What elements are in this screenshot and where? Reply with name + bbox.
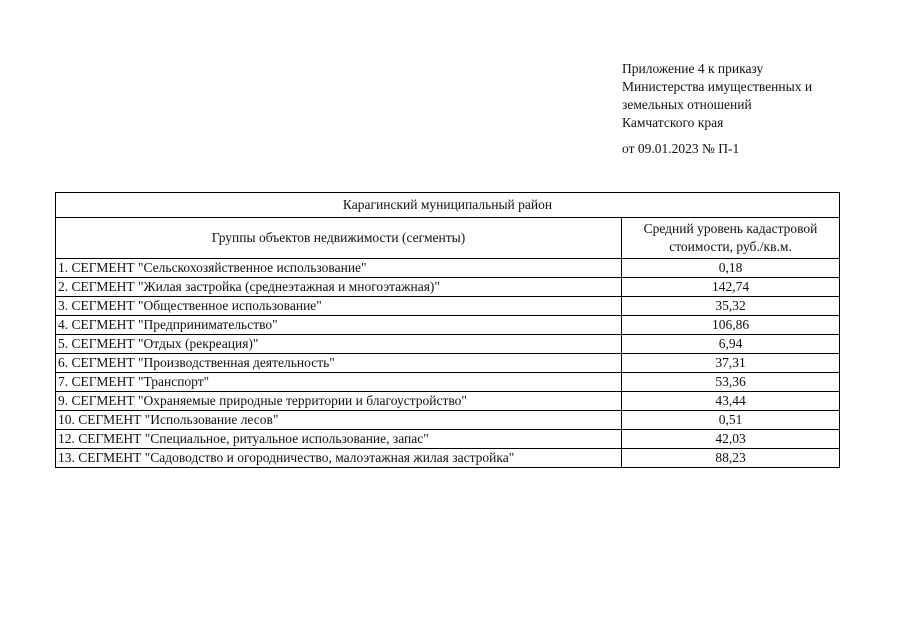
cadastral-value-cell: 88,23	[622, 449, 840, 468]
table-row	[56, 278, 840, 297]
cadastral-value-cell: 0,18	[622, 259, 840, 278]
segment-name-cell: 4. СЕГМЕНТ "Предпринимательство"	[56, 316, 622, 335]
table-header-row	[56, 218, 840, 259]
table-title: Карагинский муниципальный район	[56, 193, 840, 218]
segment-name-cell: 1. СЕГМЕНТ "Сельскохозяйственное использование"	[56, 259, 622, 278]
cadastral-value-cell: 0,51	[622, 411, 840, 430]
table-title-row	[56, 193, 840, 218]
cadastral-value-cell: 142,74	[622, 278, 840, 297]
table-row	[56, 354, 840, 373]
column-header-groups: Группы объектов недвижимости (сегменты)	[56, 218, 622, 259]
cadastral-value-cell: 35,32	[622, 297, 840, 316]
table-row	[56, 392, 840, 411]
table-row	[56, 449, 840, 468]
table-row	[56, 297, 840, 316]
header-line-relations: земельных отношений	[622, 97, 752, 112]
cadastral-value-cell: 37,31	[622, 354, 840, 373]
segment-name-cell: 5. СЕГМЕНТ "Отдых (рекреация)"	[56, 335, 622, 354]
segment-name-cell: 6. СЕГМЕНТ "Производственная деятельность"	[56, 354, 622, 373]
segment-name-cell: 13. СЕГМЕНТ "Садоводство и огородничество, малоэтажная жилая застройка"	[56, 449, 622, 468]
cadastral-value-cell: 53,36	[622, 373, 840, 392]
table-body	[56, 193, 840, 468]
segment-name-cell: 10. СЕГМЕНТ "Использование лесов"	[56, 411, 622, 430]
table-row	[56, 373, 840, 392]
table-row	[56, 259, 840, 278]
table-row	[56, 316, 840, 335]
cadastral-value-cell: 43,44	[622, 392, 840, 411]
segment-name-cell: 12. СЕГМЕНТ "Специальное, ритуальное использование, запас"	[56, 430, 622, 449]
cadastral-value-table	[55, 192, 840, 468]
header-line-region: Камчатского края	[622, 115, 724, 130]
cadastral-value-cell: 42,03	[622, 430, 840, 449]
cadastral-value-cell: 106,86	[622, 316, 840, 335]
column-header-value: Средний уровень кадастровой стоимости, руб./кв.м.	[622, 218, 840, 259]
segment-name-cell: 7. СЕГМЕНТ "Транспорт"	[56, 373, 622, 392]
header-line-appendix: Приложение 4 к приказу	[622, 61, 764, 76]
header-line-ministry: Министерства имущественных и	[622, 79, 813, 94]
table-row	[56, 430, 840, 449]
segment-name-cell: 2. СЕГМЕНТ "Жилая застройка (среднеэтажная и многоэтажная)"	[56, 278, 622, 297]
segment-name-cell: 3. СЕГМЕНТ "Общественное использование"	[56, 297, 622, 316]
table-row	[56, 335, 840, 354]
segment-name-cell: 9. СЕГМЕНТ "Охраняемые природные территории и благоустройство"	[56, 392, 622, 411]
order-header	[622, 60, 882, 158]
order-date: от 09.01.2023 № П-1	[622, 141, 740, 156]
table-row	[56, 411, 840, 430]
cadastral-value-cell: 6,94	[622, 335, 840, 354]
